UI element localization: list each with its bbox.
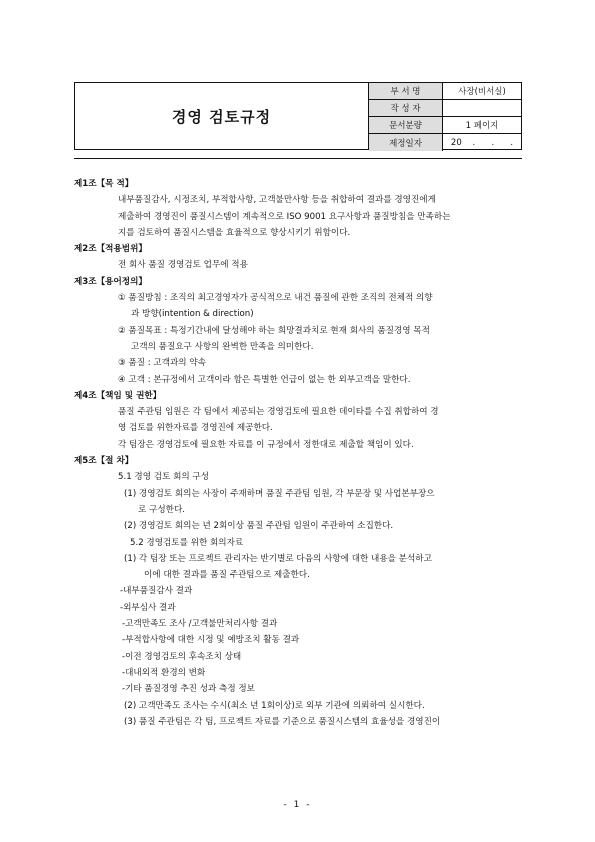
definition-item-continued: 고객의 품질요구 사항의 완벽한 만족을 의미한다. [131,341,314,352]
header-row-length [369,117,521,134]
header-key: 제정일자 [369,134,443,151]
section-1-line: 제출하여 경영진이 품질시스템이 계속적으로 ISO 9001 요구사항과 품질방침을 만족하는 [118,211,451,222]
header-row-author [369,100,521,117]
section-4-line: 각 팀장은 경영검토에 필요한 자료를 이 규정에서 정한대로 제출할 책임이 있다. [118,439,414,450]
definition-item: ③ 품질 : 고객과의 약속 [118,358,206,369]
definition-item-continued: 과 방향(intention & direction) [131,309,254,320]
dash-list-item: -고객만족도 조사 /고객불만처리사항 결과 [122,619,278,630]
section-5-title: 제5조【절 차】 [74,456,134,467]
header-value [443,100,521,116]
dash-list-item: -이전 경영검토의 후속조치 상태 [122,651,242,662]
header-key: 문서분량 [369,117,443,133]
section-1-title: 제1조【목 적】 [74,179,134,189]
section-2-line: 전 회사 품질 경영검토 업무에 적용 [118,260,248,271]
header-value: 20 . . . [450,137,514,148]
header-row-department [369,83,521,100]
section-2-title: 제2조【적용범위】 [74,244,147,255]
header-table [74,82,522,150]
header-value: 1 페이지 [465,121,499,131]
header-value: 사장(비서실) [458,87,506,97]
header-key: 부 서 명 [369,83,443,99]
procedure-item: (1) 경영검토 회의는 사장이 주재하며 품질 주관팀 임원, 각 부문장 및 사업본부장으 [124,488,435,499]
dash-list-item: -내부품질감사 결과 [120,586,193,597]
section-3-title: 제3조【용어정의】 [74,276,147,287]
definition-item: ② 품질목표 : 특정기간내에 달성해야 하는 희망결과치로 현재 회사의 품질경영 목적 [118,325,430,336]
document-body [74,176,524,730]
procedure-item: (3) 품질 주관팀은 각 팀, 프로젝트 자료를 기준으로 품질시스템의 효율성을 경영진이 [124,716,441,727]
page-number: - 1 - [283,800,312,810]
dash-list-item: -기타 품질경영 추진 성과 측정 정보 [122,684,255,695]
definition-item: ① 품질방침 : 조직의 최고경영자가 공식적으로 내건 품질에 관한 조직의 전체적 의향 [118,293,433,304]
procedure-item-continued: 이에 대한 결과를 품질 주관팀으로 제출한다. [144,570,310,581]
definition-item: ④ 고객 : 본규정에서 고객이라 함은 특별한 언급이 없는 한 외부고객을 말한다. [118,374,411,385]
procedure-item-continued: 로 구성한다. [138,504,185,515]
section-4-line: 영 검토를 위한자료를 경영진에 제공한다. [118,423,273,434]
procedure-item: (2) 고객만족도 조사는 수시(최소 년 1회이상)로 외부 기관에 의뢰하여 실시한다. [124,700,425,711]
section-1-line: 내부품질감사, 시정조치, 부적합사항, 고객불만사항 등을 취합하여 결과를 경영진에게 [118,195,436,206]
section-4-line: 품질 주관팀 임원은 각 팀에서 제공되는 경영검토에 필요한 데이타를 수집 취합하여 경 [118,407,439,418]
procedure-item: (2) 경영검토 회의는 년 2회이상 품질 주관팀 임원이 주관하여 소집한다. [124,521,394,532]
header-row-date [369,134,521,151]
divider-line [74,158,522,159]
header-key: 작 성 자 [369,100,443,116]
subsection-heading: 5.1 경영 검토 회의 구성 [118,472,210,483]
dash-list-item: -부적합사항에 대한 시정 및 예방조치 활동 결과 [122,635,300,646]
dash-list-item: -외부심사 결과 [120,602,176,613]
section-4-title: 제4조【책임 및 권한】 [74,390,162,401]
dash-list-item: -대내외적 환경의 변화 [122,667,206,678]
document-title: 경영 검토규정 [75,83,369,149]
section-1-line: 지를 검토하여 품질시스템을 효율적으로 향상시키기 위함이다. [118,227,351,238]
procedure-item: (1) 각 팀장 또는 프로젝트 관리자는 반기별로 다음의 사항에 대한 내용을 분석하고 [124,553,432,564]
subsection-heading: 5.2 경영검토를 위한 회의자료 [130,537,244,548]
